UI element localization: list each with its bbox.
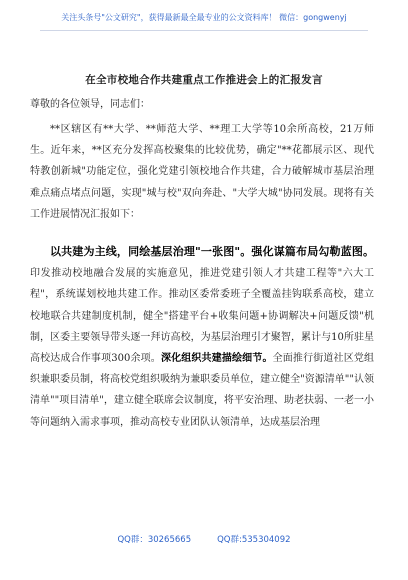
subsection-body: 全面推行街道社区党组织兼职委员制，将高校党组织吸纳为兼职委员单位，建立健全"资源清单""认领清单""项目清单"，建立健全联席会议制度，将平安治理、助老扶弱、一老一小等问题纳入需求事项，推动高校专业团队认领清单，达成基层治理: [30, 353, 375, 428]
section-paragraph: [30, 241, 374, 433]
salutation: 尊敬的各位领导，同志们：: [30, 99, 150, 110]
subsection-heading: 深化组织共建描绘细节。: [160, 353, 273, 365]
footer-contacts: [0, 533, 408, 545]
intro-paragraph: **区辖区有**大学、**师范大学、**理工大学等10余所高校，21万师生。近年来，**区充分发挥高校聚集的比较优势，确定"**花都展示区、现代特教创新城"功能定位，强化党建引领校地合作共建，合力破解城市基层治理难点痛点堵点问题，实现"城与校"双向奔赴、"大学大城"协同发展。现将有关工作进展情况汇报如下：: [30, 124, 374, 220]
section-body: 印发推动校地融合发展的实施意见，推进党建引领人才共建工程等"六大工程"，系统谋划校地共建工作。推动区委常委班子全覆盖挂钩联系高校，建立校地联合共建制度机制，健全"搭建平台+收集问题+协调解决+问题反馈"机制，区委主要领导带头逐一拜访高校，为基层治理引才聚智，累计与10所驻星高校达成合作事项300余项。: [30, 268, 374, 365]
qq-group-2: QQ群:535304092: [217, 535, 291, 545]
qq-group-1: QQ群：30265665: [117, 535, 192, 545]
header-banner: 关注头条号"公文研究"，获得最新最全最专业的公文资料库！ 微信：gongwenyj: [61, 13, 347, 22]
section-heading: 以共建为主线，同绘基层治理"一张图"。强化谋篇布局勾勒蓝图。: [50, 245, 374, 258]
header-divider: [40, 30, 368, 31]
document-title: 在全市校地合作共建重点工作推进会上的汇报发言: [85, 74, 323, 86]
